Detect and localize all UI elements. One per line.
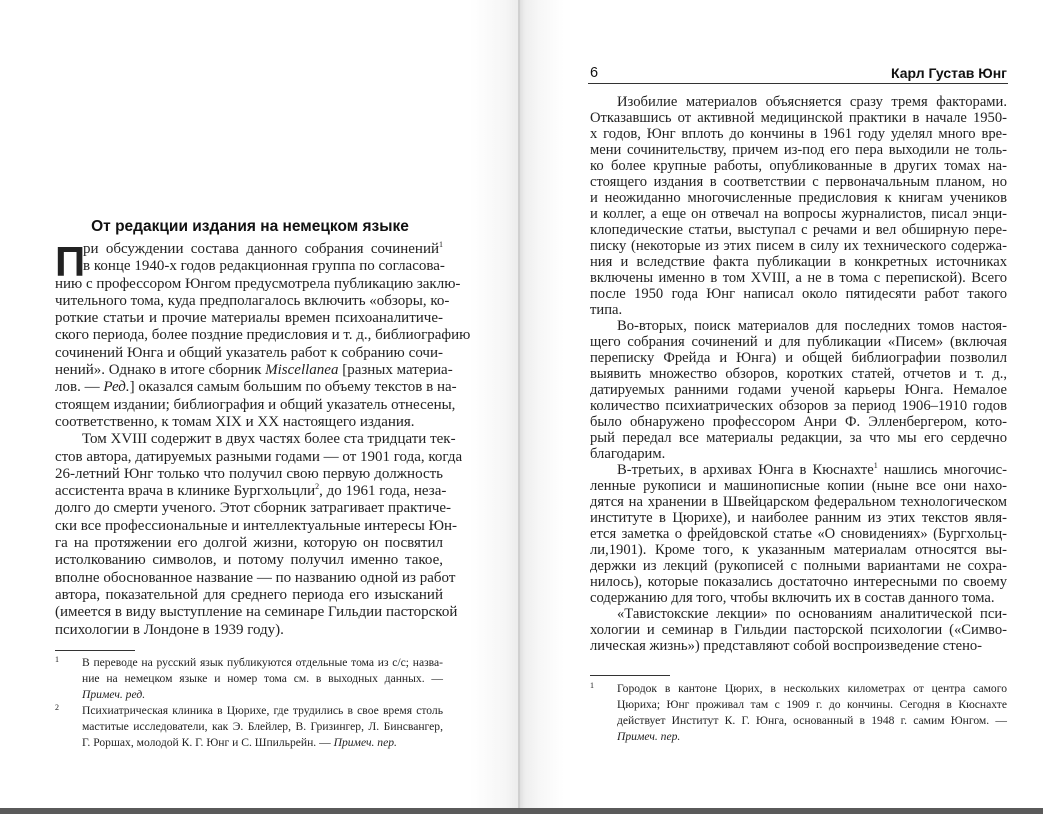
text-line <box>590 94 1007 110</box>
left-footnotes <box>55 655 443 751</box>
text-run: автора, показательной для среднего периода его изысканий <box>55 586 443 603</box>
text-line <box>55 310 443 327</box>
text-run: маститые исследователи, как Э. Блейлер, В. Гризингер, Л. Бинсвангер, <box>82 720 443 733</box>
text-run: после 1950 года Юнг написал около пятидесяти работ такого <box>590 286 1007 302</box>
text-line <box>55 587 443 604</box>
text-run: было обнаружено профессором Анри Ф. Элленбергером, кото- <box>590 414 1007 430</box>
text-run: ко более крупные работы, опубликованные в других томах на- <box>590 158 1007 174</box>
text-run: долго до смерти ученого. Этот сборник затрагивает практиче- <box>55 500 452 517</box>
text-line <box>82 671 443 687</box>
text-run: [разных материа- <box>338 362 453 379</box>
text-line <box>590 110 1007 126</box>
text-line <box>590 126 1007 142</box>
text-run: Психиатрическая клиника в Цюрихе, где трудились в свое время столь <box>82 704 443 717</box>
text-line <box>55 569 456 587</box>
text-run: дятся на хранении в Швейцарском федеральном технологическом <box>590 494 1007 510</box>
text-line <box>82 719 443 735</box>
italic-text: Miscellanea <box>265 362 339 379</box>
text-line <box>55 535 443 552</box>
text-run: сочинений Юнга и общий указатель работ к собранию сочи- <box>55 344 443 361</box>
text-run: ри обсуждении состава данного собрания сочинений <box>83 241 439 257</box>
section-title: От редакции издания на немецком языке <box>91 218 409 235</box>
text-line <box>590 478 1007 494</box>
text-line <box>55 552 443 569</box>
text-line <box>55 500 452 517</box>
text-run: щего собрания сочинений и для публикации «Писем» (включая <box>590 334 1007 350</box>
text-run: нилось), которые показались достаточно интересными по своему <box>590 574 1007 590</box>
text-line <box>590 334 1007 350</box>
footnote-separator <box>590 675 670 676</box>
text-line <box>590 222 1007 238</box>
text-line <box>590 270 1007 286</box>
text-run: (имеется в виду выступление на семинаре Гильдии пасторской <box>55 604 458 621</box>
text-line <box>590 382 1007 398</box>
text-line <box>590 174 1007 190</box>
paragraph <box>590 318 1007 462</box>
text-run: включены именно в том XVIII, а не в тома с перепиской). Всего <box>590 270 1007 286</box>
paragraph <box>590 462 1007 606</box>
footnote-separator <box>55 650 135 651</box>
text-run: «Тавистокские лекции» по основаниям аналитической пси- <box>617 606 1007 622</box>
text-line <box>590 510 1007 526</box>
text-run: ется заметка о фрейдовской статье «О сновидениях» (Бургхольц- <box>590 526 1007 542</box>
text-run: ли,1901). Кроме того, к указанным материалам относятся вы- <box>590 542 1007 558</box>
text-line <box>82 735 443 751</box>
text-run: лов. — <box>55 379 104 396</box>
footnote-ref: 1 <box>873 461 878 470</box>
running-head: Карл Густав Юнг <box>891 65 1007 81</box>
text-run: В переводе на русский язык публикуются отдельные тома из с/с; назва- <box>82 656 443 669</box>
text-line <box>590 366 1007 382</box>
italic-text: Примеч. пер. <box>617 730 681 743</box>
text-run: рый передал все материалы редакции, за что мы его сердечно <box>590 430 1007 446</box>
text-run: институте в Цюрихе), и наиболее ранним из этих текстов явля- <box>590 510 1007 526</box>
text-line <box>590 190 1007 206</box>
drop-cap: П <box>55 238 86 285</box>
text-run: действует Институт К. Г. Юнга, основанный в 1948 г. самим Юнгом. — <box>617 714 1007 727</box>
text-line <box>590 622 1007 638</box>
text-run: соответственно, к томам XIX и XX настоящего издания. <box>55 413 415 430</box>
text-line <box>55 241 443 258</box>
text-line <box>617 729 1007 745</box>
text-run: Городок в кантоне Цюрих, в нескольких километрах от центра самого <box>617 682 1007 695</box>
text-run: хологии и семинар в Гильдии пасторской психологии («Симво- <box>590 622 1007 638</box>
text-run: нию с профессором Юнгом предусмотрела публикацию заклю- <box>55 275 461 292</box>
text-line <box>590 254 1007 270</box>
text-run: стоящего издания в соответствии с первоначальным планом, но <box>590 174 1007 190</box>
footnote <box>55 655 443 703</box>
text-run: ски все профессиональные и интеллектуальные интересы Юн- <box>55 517 458 534</box>
footnote <box>55 703 443 751</box>
text-line <box>590 318 1007 334</box>
text-line <box>590 558 1007 574</box>
text-run: лическая жизнь») представляют собой воспроизведение стено- <box>590 638 983 654</box>
text-line <box>55 396 456 414</box>
text-line <box>55 275 461 293</box>
text-line <box>55 517 458 535</box>
text-run: Цюриха; Юнг проживал там с 1909 г. до кончины. Сегодня в Кюснахте <box>617 698 1007 711</box>
text-line <box>590 350 1007 366</box>
text-run: истолкованию символов, и потому получил именно такое, <box>55 552 443 569</box>
header-rule <box>588 83 1008 84</box>
text-line <box>590 142 1007 158</box>
text-run: стов автора, датируемых разными годами — от 1901 года, когда <box>55 448 463 465</box>
text-line <box>55 604 458 621</box>
text-line <box>590 462 1007 478</box>
text-line <box>590 526 1007 542</box>
text-run: ассистента врача в клинике Бургхольцли <box>55 483 316 500</box>
text-run: и неожиданно многочисленные предисловия к книгам учеников <box>590 190 1007 206</box>
text-run: нений». Однако в итоге сборник <box>55 362 266 379</box>
text-run: мени сочинительству, причем из-под его пера выходили не толь- <box>590 142 1007 158</box>
left-body-text <box>55 238 471 639</box>
text-run: Том XVIII содержит в двух частях более ста тридцати тек- <box>82 431 456 448</box>
paragraph <box>55 238 471 431</box>
text-line <box>590 158 1007 174</box>
text-run: В-третьих, в архивах Юнга в Кюснахте <box>617 462 874 478</box>
text-run: благодарим. <box>590 446 666 462</box>
text-run: Г. Роршах, молодой К. Г. Юнг и С. Шпильрейн. — <box>82 736 334 749</box>
footnote-ref: 2 <box>315 482 320 492</box>
text-line <box>590 638 1007 654</box>
text-line <box>55 622 443 639</box>
right-body-text <box>590 94 1007 654</box>
text-run: психологии в Лондоне в 1939 году). <box>55 621 284 638</box>
text-line <box>590 206 1007 222</box>
text-run: писку (некоторые из этих писем в силу их технического содержа- <box>590 238 1007 254</box>
text-run: клопедические статьи, выступал с речами и вел обширную пере- <box>590 222 1007 238</box>
text-run: стоящем издании; библиография и общий указатель отнесены, <box>55 396 456 413</box>
text-line <box>55 431 456 448</box>
footnote-number: 1 <box>590 681 594 690</box>
text-line <box>82 703 443 719</box>
text-line <box>590 302 1007 318</box>
italic-text: Примеч. пер. <box>333 736 397 749</box>
italic-text: Примеч. ред. <box>82 688 146 701</box>
text-line <box>590 574 1007 590</box>
book-gutter <box>518 0 520 808</box>
text-run: ние на немецком языке и номер тома см. в выходных данных. — <box>82 672 443 685</box>
text-run: 26-летний Юнг только что получил свою первую должность <box>55 465 443 482</box>
text-line <box>55 448 463 466</box>
text-run: ] оказался самым большим по объему текстов в на- <box>129 379 457 396</box>
footnote-ref: 1 <box>439 240 443 249</box>
text-line <box>590 590 1007 606</box>
text-line <box>590 542 1007 558</box>
text-line <box>590 414 1007 430</box>
text-line <box>55 482 447 500</box>
italic-text: Ред. <box>103 379 130 396</box>
text-run: , до 1961 года, неза- <box>319 483 447 500</box>
text-run: количество психиатрических обзоров за период 1906–1910 годов <box>590 398 1007 414</box>
footnote <box>590 681 1007 745</box>
text-run: га на протяжении его долгой жизни, которую он посвятил <box>55 535 443 552</box>
bottom-bar <box>0 808 1043 814</box>
text-line <box>590 286 1007 302</box>
text-run: датируемых ранними годами ученой карьеры Юнга. Немалое <box>590 382 1007 398</box>
paragraph <box>590 606 1007 654</box>
text-run: х годов, Юнг вплоть до кончины в 1961 году уделял много вре- <box>590 126 1007 142</box>
page-number: 6 <box>590 65 599 81</box>
text-line <box>55 379 457 396</box>
text-run: Изобилие материалов объясняется сразу тремя факторами. <box>617 94 1007 110</box>
paragraph <box>590 94 1007 318</box>
text-line <box>617 681 1007 697</box>
text-run: и коллег, а еще он отвечал на вопросы журналистов, писал энци- <box>590 206 1007 222</box>
text-run: ния и вследствие факта публикации в конкретных источниках <box>590 254 1007 270</box>
text-line <box>590 446 1007 462</box>
text-run: вполне обоснованное название — по названию одной из работ <box>55 569 456 586</box>
footnote-number: 2 <box>55 703 59 712</box>
footnote-number: 1 <box>55 655 59 664</box>
text-line <box>55 466 443 483</box>
text-run: ленные рукописи и машинописные копии (ныне все они нахо- <box>590 478 1007 494</box>
text-run: нашлись многочис- <box>877 462 1007 478</box>
text-line <box>590 494 1007 510</box>
text-line <box>590 430 1007 446</box>
text-line <box>55 345 443 362</box>
text-line <box>55 327 471 344</box>
text-line <box>55 414 443 431</box>
text-run: ского периода, более поздние предисловия и т. д., библиографию <box>55 327 471 344</box>
text-run: чительного тома, куда предполагалось включить «обзоры, ко- <box>55 292 450 309</box>
text-line <box>590 606 1007 622</box>
text-run: типа. <box>590 302 623 318</box>
text-line <box>55 258 443 275</box>
text-line <box>617 713 1007 729</box>
text-run: в конце 1940-х годов редакционная группа по согласова- <box>83 258 445 275</box>
text-run: переписку Фрейда и Юнга) и общей библиографии позволил <box>590 350 1007 366</box>
text-run: содержанию для того, чтобы включить их в состав данного тома. <box>590 590 995 606</box>
text-run: роткие статьи и прочие материалы времен психоаналитиче- <box>55 310 443 327</box>
text-run: выявить множество обзоров, коротких статей, отчетов и т. д., <box>590 366 1007 382</box>
right-footnotes <box>590 681 1007 745</box>
text-line <box>590 398 1007 414</box>
text-line <box>55 362 453 379</box>
text-run: Отказавшись от активной медицинской практики в начале 1950- <box>590 110 1007 126</box>
text-run: Во-вторых, поиск материалов для последних томов настоя- <box>617 318 1007 334</box>
text-line <box>55 292 450 310</box>
text-line <box>617 697 1007 713</box>
text-line <box>590 238 1007 254</box>
text-line <box>82 655 443 671</box>
text-run: держки из лекций (рукописей с полными вариантами не сохра- <box>590 558 1007 574</box>
paragraph <box>55 431 463 639</box>
text-line <box>82 687 443 703</box>
